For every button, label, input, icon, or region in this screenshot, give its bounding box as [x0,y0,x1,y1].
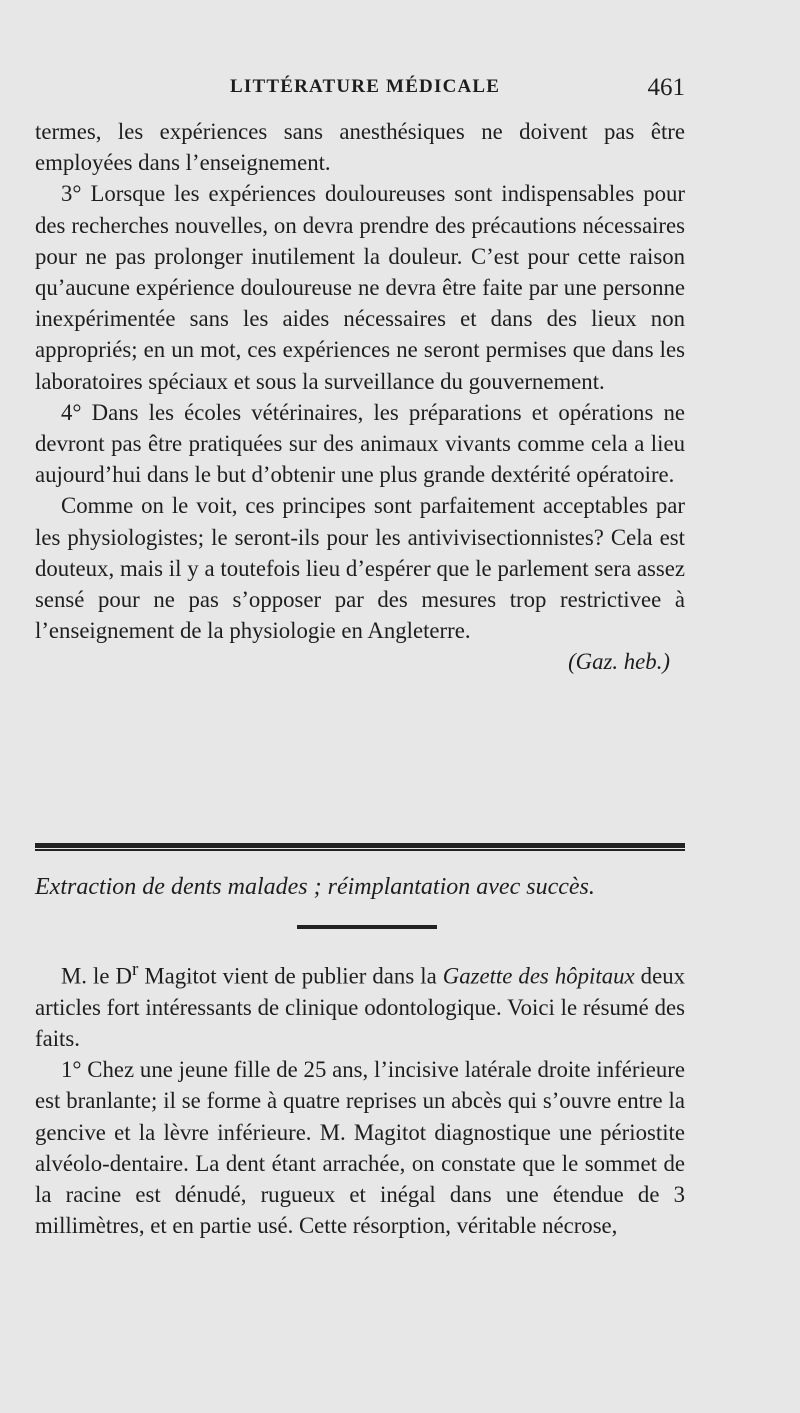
section-divider [35,843,685,851]
journal-title: Gazette des hôpitaux [442,963,635,989]
source-citation: (Gaz. heb.) [568,649,670,675]
article-vivisection-text [35,116,685,678]
section-title: Extraction de dents malades ; réimplantation avec succès. [35,874,595,900]
superscript: r [131,959,139,980]
page-header [230,76,685,106]
paragraph: 3° Lorsque les expériences douloureuses sont indispensables pour des recherches nouvelles, on devra prendre des précautions nécessaires pour ne pas prolonger inutilement la douleur. C’est pour cette raison qu’aucune expérience douloureuse ne devra être faite par une personne inexpérimentée sans les aides nécessaires et dans des lieux non appropriés; en un mot, ces expériences ne seront permises que dans les laboratoires spéciaux et sous la surveillance du gouvernement. [35,181,685,394]
paragraph: Comme on le voit, ces principes sont parfaitement acceptables par les physiologistes; le seront-ils pour les antivivisectionnistes? Cela est douteux, mais il y a toutefois lieu d’espérer que le parlement sera assez sensé pour ne pas s’opposer par des mesures trop restrictivee à l’enseignement de la physiologie en Angleterre. [35,493,685,644]
paragraph [35,954,685,1054]
text-run: Magitot vient de publier dans la [138,963,443,989]
title-underline [297,925,437,929]
text-run: M. le D [61,963,132,989]
paragraph: 1° Chez une jeune fille de 25 ans, l’incisive latérale droite inférieure est branlante; il se forme à quatre reprises un abcès qui s’ouvre entre la gencive et la lèvre inférieure. M. Magitot diagnostique une périostite alvéolo-dentaire. La dent étant arrachée, on constate que le sommet de la racine est dénudé, rugueux et inégal dans une étendue de 3 millimètres, et en partie usé. Cette résorption, véritable nécrose, [35,1057,685,1239]
paragraph: termes, les expériences sans anesthésiques ne doivent pas être employées dans l’enseignement. [35,119,685,176]
running-title: LITTÉRATURE MÉDICALE [230,76,501,97]
page-number: 461 [647,74,685,101]
paragraph: 4° Dans les écoles vétérinaires, les préparations et opérations ne devront pas être pratiquées sur des animaux vivants comme cela a lieu aujourd’hui dans le but d’obtenir une plus grande dextérité opératoire. [35,399,685,488]
text-run: deux articles fort intéressants de clinique odontologique. Voici le résumé des faits. [35,963,685,1051]
article-extraction-text [35,954,685,1241]
